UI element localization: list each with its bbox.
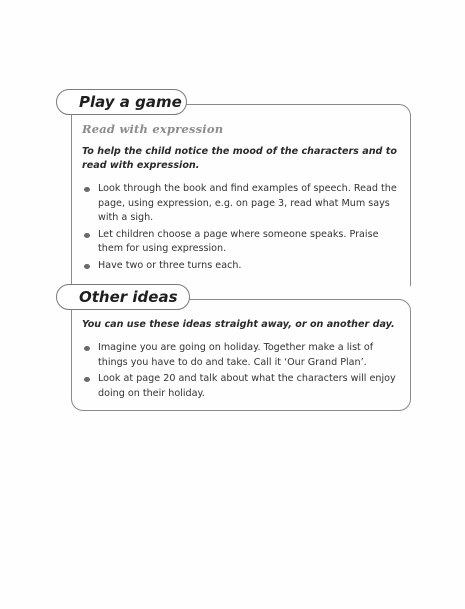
- bullet-dot-icon: [84, 264, 90, 269]
- list-item-text: Imagine you are going on holiday. Together make a list of things you have to do and take. Call it ‘Our Grand Plan’.: [98, 342, 374, 368]
- play-a-game-title: Play a game: [79, 93, 182, 111]
- bullet-dot-icon: [84, 377, 90, 382]
- list-item-text: Look at page 20 and talk about what the characters will enjoy doing on their holiday.: [98, 373, 396, 399]
- other-ideas-title: Other ideas: [79, 288, 178, 306]
- list-item: [82, 372, 398, 401]
- other-ideas-intro: You can use these ideas straight away, or on another day.: [82, 319, 395, 330]
- play-a-game-bullet-list: [82, 182, 398, 275]
- other-ideas-tab: [56, 284, 190, 310]
- list-item-text: Let children choose a page where someone speaks. Praise them for using expression.: [98, 228, 379, 254]
- play-a-game-tab: [56, 89, 187, 115]
- bullet-dot-icon: [84, 187, 90, 192]
- play-a-game-intro: To help the child notice the mood of the characters and to read with expression.: [82, 146, 397, 171]
- list-item: [82, 228, 398, 257]
- bullet-dot-icon: [84, 233, 90, 238]
- list-item-text: Have two or three turns each.: [98, 259, 242, 271]
- other-ideas-bullet-list: [82, 341, 398, 403]
- list-item: [82, 341, 398, 370]
- read-with-expression-heading: Read with expression: [82, 122, 224, 136]
- bullet-dot-icon: [84, 346, 90, 351]
- list-item: [82, 182, 398, 226]
- list-item: [82, 259, 398, 274]
- list-item-text: Look through the book and find examples of speech. Read the page, using expression, e.g. on page 3, read what Mum says with a sigh.: [98, 183, 397, 223]
